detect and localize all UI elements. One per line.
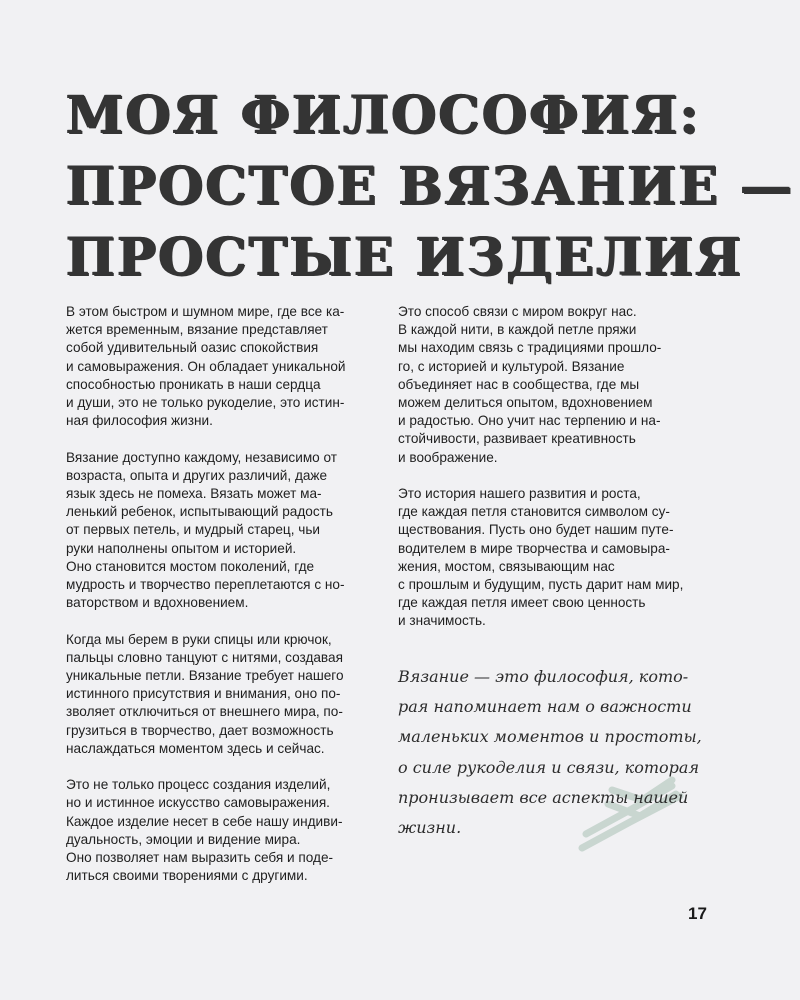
left-column [66,303,386,904]
text-line: ная философия жизни. [66,413,213,429]
text-line: жения, мостом, связывающим нас [398,558,615,574]
text-line: руки наполнены опытом и историей. [66,540,297,556]
text-line: от первых петель, и мудрый старец, чьи [66,522,321,538]
text-line: Когда мы берем в руки спицы или крючок, [66,631,332,647]
quote-line: о силе рукоделия и связи, которая [398,757,700,777]
left-paragraph-3 [66,631,386,758]
text-line: грузиться в творчество, дает возможность [66,722,334,738]
title-line-1: МОЯ ФИЛОСОФИЯ: [66,85,701,146]
text-line: Каждое изделие несет в себе нашу индиви- [66,813,343,829]
right-paragraph-2 [398,485,718,631]
text-line: и самовыражения. Он обладает уникальной [66,358,346,374]
pull-quote [398,662,718,843]
text-line: мудрость и творчество переплетаются с но- [66,577,345,593]
text-line: зволяет отключиться от внешнего мира, по- [66,704,343,720]
text-line: истинного присутствия и внимания, оно по- [66,686,341,702]
left-paragraph-1 [66,303,386,430]
text-line: и воображение. [398,449,498,465]
text-line: и души, это не только рукоделие, это истин- [66,395,345,411]
right-paragraph-1 [398,303,718,467]
text-line: ленький ребенок, испытывающий радость [66,504,333,520]
text-line: стойчивости, развивает креативность [398,431,636,447]
text-line: ществования. Пусть оно будет нашим путе- [398,522,674,538]
text-line: Оно становится мостом поколений, где [66,558,315,574]
text-line: Вязание доступно каждому, независимо от [66,449,337,465]
quote-line: жизни. [398,818,462,838]
text-line: Это не только процесс создания изделий, [66,777,331,793]
text-line: литься своими творениями с другими. [66,868,308,884]
quote-line: рая напоминает нам о важности [398,697,692,717]
text-line: В каждой нити, в каждой петле пряжи [398,322,637,338]
text-line: возраста, опыта и других различий, даже [66,467,328,483]
quote-line: маленьких моментов и простоты, [398,727,702,747]
text-line: наслаждаться моментом здесь и сейчас. [66,740,325,756]
quote-line: Вязание — это философия, кото- [398,667,689,686]
text-line: где каждая петля становится символом су- [398,504,670,520]
text-line: водителем в мире творчества и самовыра- [398,540,670,556]
text-line: уникальные петли. Вязание требует нашего [66,668,344,684]
left-paragraph-2 [66,449,386,613]
text-line: объединяет нас в сообщества, где мы [398,376,640,392]
text-line: и радостью. Оно учит нас терпению и на- [398,413,661,429]
text-line: го, с историей и культурой. Вязание [398,358,625,374]
quote-line: пронизывает все аспекты нашей [398,787,689,807]
right-column [398,303,718,649]
text-line: способностью проникать в наши сердца [66,376,321,392]
text-line: жется временным, вязание представляет [66,322,328,338]
text-line: где каждая петля имеет свою ценность [398,595,646,611]
left-paragraph-4 [66,776,386,885]
text-line: Оно позволяет нам выразить себя и поде- [66,850,334,866]
text-line: Это история нашего развития и роста, [398,486,641,502]
text-line: мы находим связь с традициями прошло- [398,340,662,356]
title-line-3: ПРОСТЫЕ ИЗДЕЛИЯ [66,227,744,288]
page-title [66,80,795,293]
title-line-2: ПРОСТОЕ ВЯЗАНИЕ — [66,156,795,217]
text-line: но и истинное искусство самовыражения. [66,795,330,811]
text-line: дуальность, эмоции и видение мира. [66,831,301,847]
page-number: 17 [688,904,707,923]
text-line: В этом быстром и шумном мире, где все ка- [66,304,345,319]
text-line: с прошлым и будущим, пусть дарит нам мир, [398,577,684,593]
text-line: и значимость. [398,613,486,629]
text-line: можем делиться опытом, вдохновением [398,395,653,411]
text-line: Это способ связи с миром вокруг нас. [398,304,637,319]
text-line: пальцы словно танцуют с нитями, создавая [66,649,343,665]
text-line: собой удивительный оазис спокойствия [66,340,319,356]
text-line: ваторством и вдохновением. [66,595,249,611]
text-line: язык здесь не помеха. Вязать может ма- [66,486,322,502]
